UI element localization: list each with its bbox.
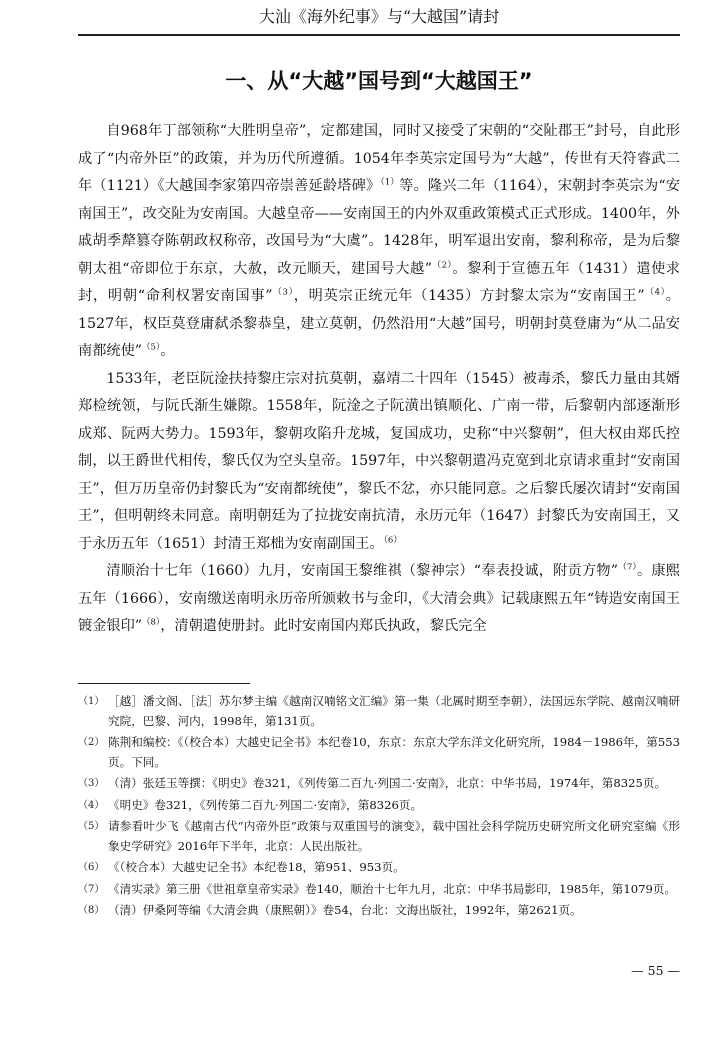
paragraph-text: 自968年丁部领称“大胜明皇帝”，定都建国，同时又接受了宋朝的“交阯郡王”封号，自此形成了“内帝外臣”的政策，并为历代所遵循。1054年李英宗定国号为“大越”，传世有天符睿武二年（1121）《大越国李家第四帝崇善延龄塔碑》 [78, 123, 680, 194]
footnote-number: （6） [78, 862, 105, 873]
footnote [78, 796, 680, 816]
section-title: 一、从“大越”国号到“大越国王” [225, 69, 533, 93]
footnote-ref-1[interactable]: （1） [380, 177, 400, 188]
footnote [78, 880, 680, 900]
footnote-text: （清）伊桑阿等编《大清会典（康熙朝）》卷54，台北：文海出版社，1992年，第2621页。 [108, 903, 582, 917]
footnote-separator [78, 683, 250, 684]
footnote-number: （3） [78, 778, 105, 789]
running-head: 大汕《海外纪事》与“大越国”请封 [78, 6, 680, 36]
paragraph-2 [78, 366, 680, 559]
paragraph-text: 1533年，老臣阮淦扶持黎庄宗对抗莫朝，嘉靖二十四年（1545）被毒杀，黎氏力量由其婿郑检统领，与阮氏渐生嫌隙。1558年，阮淦之子阮潢出镇顺化、广南一带，后黎朝内部逐渐形成郑、阮两大势力。1593年，黎朝攻陷升龙城，复国成功，史称“中兴黎朝”，但大权由郑氏控制，以王爵世代相传，黎氏仅为空头皇帝。1597年，中兴黎朝遣冯克宽到北京请求重封“安南国王”，但万历皇帝仍封黎氏为“安南都统使”，黎氏不忿，亦只能同意。之后黎氏屡次请封“安南国王”，但明朝终未同意。南明朝廷为了拉拢安南抗清，永历元年（1647）封黎氏为安南国王，又于永历五年（1651）封清王郑柮为安南副国王。 [78, 370, 680, 552]
footnote [78, 774, 680, 794]
paragraph-text: ，明英宗正统元年（1435）方封黎太宗为“安南国王” [293, 288, 645, 304]
footnote-text: （清）张廷玉等撰：《明史》卷321，《列传第二百九·列国二·安南》，北京：中华书局，1974年，第8325页。 [108, 776, 667, 790]
footnote [78, 817, 680, 856]
footnote [78, 901, 680, 921]
footnote [78, 692, 680, 731]
footnote-number: （7） [78, 883, 105, 895]
page-number: — 55 — [631, 963, 680, 978]
footnote-text: 《（校合本）大越史记全书》本纪卷18，第951、953页。 [108, 860, 405, 874]
footnote-text: 陈荆和编校：《（校合本）大越史记全书》本纪卷10，东京：东京大学东洋文化研究所，1984－1986年，第553页。下同。 [108, 735, 680, 769]
footnote-ref-6[interactable]: （6） [383, 534, 402, 545]
footnote-number: （1） [78, 696, 105, 707]
paragraph-text: 等。隆兴二年（1164），宋朝封李英宗为“安南国王”，改交阯为安南国。大越皇帝——安南国王的内外双重政策模式正式形成。1400年，外戚胡季犛篡夺陈朝政权称帝，改国号为“大虞”。1428年，明军退出安南，黎利称帝，是为后黎朝太祖“帝即位于东京，大赦，改元顺天，建国号大越” [78, 178, 680, 277]
paragraph-text: 。黎利于宣德五年（1431）遣使求封，明朝“命利权署安南国事” [78, 260, 680, 304]
footnote-ref-4[interactable]: （4） [644, 287, 666, 298]
footnote [78, 858, 680, 878]
footnote-ref-8[interactable]: （8） [142, 617, 161, 628]
paragraph-text: 。康熙五年（1666），安南缴送南明永历帝所颁敕书与金印，《大清会典》记载康熙五年“铸造安南国王镀金银印” [78, 563, 680, 634]
footnote-text: 《明史》卷321，《列传第二百九·列国二·安南》，第8326页。 [108, 797, 423, 812]
paragraph-3 [78, 558, 680, 641]
footnote-number: （5） [78, 821, 105, 832]
paragraph-1 [78, 118, 680, 366]
paragraph-text: 。1527年，权臣莫登庸弑杀黎恭皇，建立莫朝，仍然沿用“大越”国号，明朝封莫登庸为“从二品安南都统使” [78, 288, 680, 359]
paragraph-text: 清顺治十七年（1660）九月，安南国王黎维祺（黎神宗）“奉表投诚，附贡方物” [106, 563, 619, 579]
body-text [78, 118, 680, 641]
footnote-number: （2） [78, 737, 105, 748]
footnote [78, 733, 680, 772]
footnotes [78, 692, 680, 923]
footnote-number: （8） [78, 905, 105, 916]
footnote-text: 请参看叶少飞《越南古代“内帝外臣”政策与双重国号的演变》，载中国社会科学院历史研究所文化研究室编《形象史学研究》2016年下半年，北京：人民出版社。 [108, 819, 680, 853]
paragraph-text: 。 [160, 343, 175, 359]
footnote-ref-5[interactable]: （5） [142, 342, 161, 353]
paragraph-text: ，清朝遣使册封。此时安南国内郑氏执政，黎氏完全 [160, 618, 487, 634]
footnote-ref-2[interactable]: （2） [431, 259, 453, 270]
footnote-number: （4） [78, 799, 105, 811]
footnote-text: ［越］潘文阁、［法］苏尔梦主编《越南汉喃铭文汇编》第一集（北属时期至李朝），法国远东学院、越南汉喃研究院，巴黎、河内，1998年，第131页。 [108, 694, 680, 728]
footnote-ref-7[interactable]: （7） [618, 562, 637, 573]
footnote-text: 《清实录》第三册《世祖章皇帝实录》卷140，顺治十七年九月，北京：中华书局影印，1985年，第1079页。 [108, 881, 677, 896]
footnote-ref-3[interactable]: （3） [272, 287, 294, 298]
